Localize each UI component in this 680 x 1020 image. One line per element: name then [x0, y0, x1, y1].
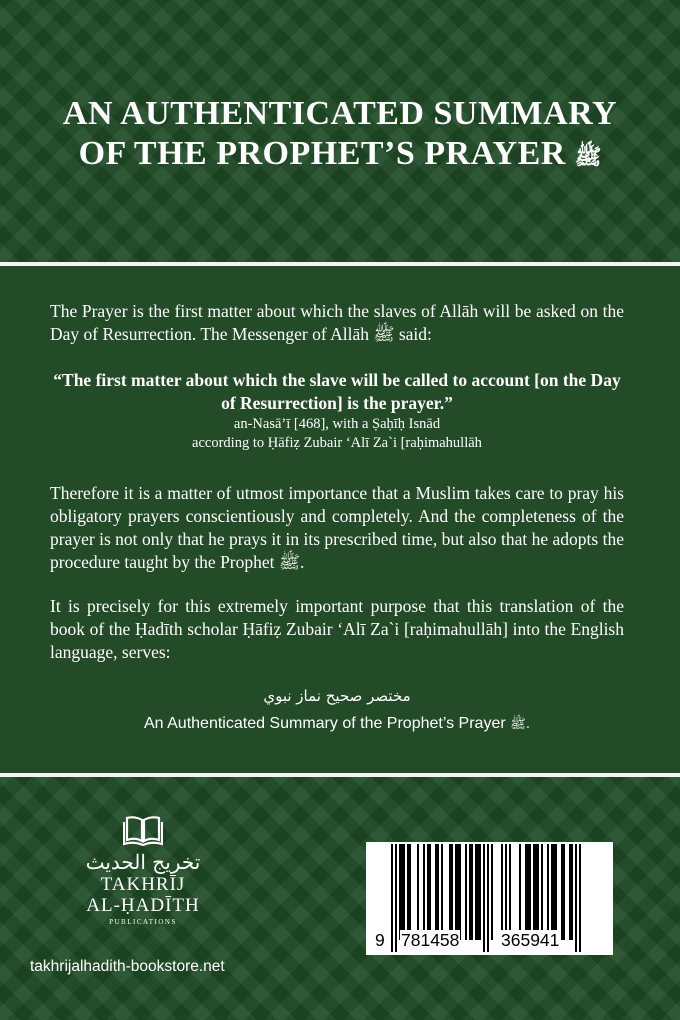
barcode-bar — [491, 844, 493, 940]
isbn-group-1: 781458 — [401, 930, 460, 950]
open-book-icon — [123, 812, 163, 846]
barcode-bar — [401, 844, 403, 940]
barcode-bar — [571, 844, 573, 940]
book-title-text: An Authenticated Summary of the Prophet’s Prayer — [144, 715, 506, 732]
publisher-name-line-2: AL-ḤADĪTH — [86, 895, 200, 916]
book-honorific: ﷺ. — [510, 717, 530, 732]
book-title-line — [50, 712, 624, 736]
barcode-bar — [459, 844, 461, 940]
barcode-bar — [537, 844, 539, 940]
arabic-book-title: مختصر صحيح نماز نبوي — [263, 687, 411, 705]
barcode-bar — [437, 844, 439, 940]
isbn-number — [366, 930, 613, 952]
barcode-bar — [465, 844, 467, 940]
barcode-bar — [477, 844, 479, 940]
barcode-bar — [541, 844, 543, 940]
publisher-website: takhrijalhadith-bookstore.net — [30, 958, 225, 975]
barcode-bar — [525, 844, 527, 940]
barcode-bar — [547, 844, 549, 940]
barcode-bar — [449, 844, 451, 940]
intro-paragraph: The Prayer is the first matter about which the slaves of Allāh will be asked on the Day of Resurrection. The Messenger of Allāh ﷺ said: — [50, 301, 624, 344]
barcode-bar — [435, 844, 437, 940]
barcode-bar — [441, 844, 443, 940]
importance-paragraph: Therefore it is a matter of utmost importance that a Muslim takes care to pray his obligatory prayers conscientiously and completely. And the completeness of the prayer is not only that he prays it in its prescribed time, but also that he adopts the procedure taught by the Prophet ﷺ. — [50, 483, 624, 572]
barcode-bar — [509, 844, 511, 940]
barcode-bar — [417, 844, 419, 940]
barcode-bar — [475, 844, 477, 940]
publisher-subtitle: PUBLICATIONS — [109, 918, 177, 926]
barcode-bar — [519, 844, 521, 940]
barcode-bar — [555, 844, 557, 940]
barcode-bar — [551, 844, 553, 940]
publisher-arabic-name: تخريج الحديث — [85, 850, 201, 874]
publisher-name-line-1: TAKHRĪJ — [100, 874, 186, 895]
barcode-bar — [471, 844, 473, 940]
barcode-bar — [505, 844, 507, 940]
barcode-bar — [423, 844, 425, 940]
hadith-quote: “The first matter about which the slave will be called to account [on the Day of Resurrection] is the prayer.” — [53, 370, 621, 413]
barcode-bar — [529, 844, 531, 940]
barcode-bar — [427, 844, 429, 940]
barcode-bar — [469, 844, 471, 940]
hadith-source-1: an-Nasā’ī [468], with a Ṣaḥīḥ Isnād — [233, 416, 441, 432]
barcode — [366, 842, 613, 955]
barcode-bar — [501, 844, 503, 940]
barcode-bar — [407, 844, 409, 940]
barcode-bar — [535, 844, 537, 940]
honorific-glyph: ﷺ — [574, 145, 602, 170]
book-title — [0, 94, 680, 178]
publisher-logo — [68, 812, 218, 926]
barcode-bar — [451, 844, 453, 940]
barcode-bar — [553, 844, 555, 940]
isbn-prefix: 9 — [375, 930, 385, 950]
barcode-bar — [479, 844, 481, 940]
barcode-bar — [403, 844, 405, 940]
title-line-2: OF THE PROPHET’S PRAYER — [78, 135, 566, 172]
barcode-bar — [455, 844, 457, 940]
barcode-bar — [409, 844, 411, 940]
barcode-bar — [561, 844, 563, 940]
hadith-source-2: according to Ḥāfiẓ Zubair ‘Alī Za`i [raḥimahullāh — [192, 435, 482, 451]
barcode-bar — [399, 844, 401, 940]
isbn-group-2: 365941 — [501, 930, 560, 950]
barcode-bar — [429, 844, 431, 940]
purpose-paragraph: It is precisely for this extremely important purpose that this translation of the book of the Ḥadīth scholar Ḥāfiẓ Zubair ‘Alī Za`i [raḥimahullāh] into the English language, serves: — [50, 596, 624, 662]
title-line-1: AN AUTHENTICATED SUMMARY — [62, 95, 618, 132]
barcode-bar — [569, 844, 571, 940]
barcode-bar — [457, 844, 459, 940]
barcode-bar — [563, 844, 565, 940]
barcode-bar — [533, 844, 535, 940]
barcode-bar — [527, 844, 529, 940]
